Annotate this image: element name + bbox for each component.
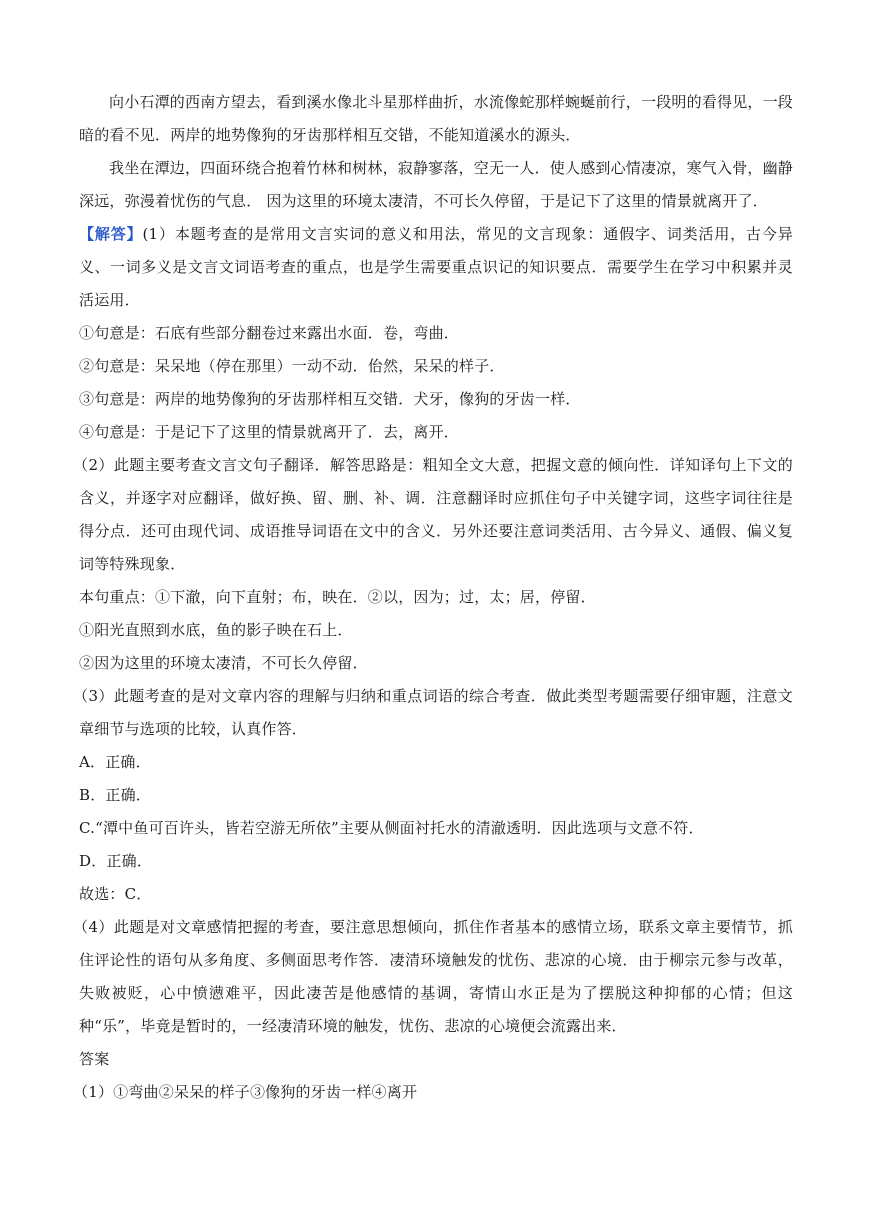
answer-1: （1）①弯曲②呆呆的样子③像狗的牙齿一样④离开 [73,1083,418,1101]
translation-paragraph-2: 我坐在潭边，四面环绕合抱着竹林和树林，寂静寥落，空无一人．使人感到心情凄凉，寒气入骨，幽静深远，弥漫着忧伤的气息． 因为这里的环境太凄清，不可长久停留，于是记下了这里的情景就离开了． [79,159,794,210]
answer-label: 答案 [79,1050,110,1068]
translation-paragraph-1: 向小石潭的西南方望去，看到溪水像北斗星那样曲折，水流像蛇那样蜿蜒前行，一段明的看得见，一段暗的看不见．两岸的地势像狗的牙齿那样相互交错，不能知道溪水的源头． [79,93,794,144]
answer-tag: 【解答】 [79,225,143,243]
answer-q2-key: 本句重点：①下澈，向下直射；布，映在．②以，因为；过，太；居，停留． [79,588,596,606]
answer-q4-intro: （4）此题是对文章感情把握的考查，要注意思想倾向，抓住作者基本的感情立场，联系文章主要情节，抓住评论性的语句从多角度、多侧面思考作答．凄清环境触发的忧伤、悲凉的心境．由于柳宗元参与改革，失败被贬，心中愤懑难平，因此凄苦是他感情的基调，寄情山水正是为了摆脱这种抑郁的心情；但这种“乐”，毕竟是暂时的，一经凄清环境的触发，忧伤、悲凉的心境便会流露出来． [73,918,793,1035]
answer-q1-intro [79,218,793,317]
answer-q3-intro: （3）此题考查的是对文章内容的理解与归纳和重点词语的综合考查．做此类型考题需要仔细审题，注意文章细节与选项的比较，认真作答． [73,687,793,738]
answer-q1-item-3: ③句意是：两岸的地势像狗的牙齿那样相互交错．犬牙，像狗的牙齿一样． [79,390,581,408]
document-body [73,86,794,1109]
answer-q3-option-b: B．正确． [79,786,152,804]
answer-q3-choice: 故选：C． [79,885,152,903]
answer-q3-option-c: C.“潭中鱼可百许头，皆若空游无所依”主要从侧面衬托水的清澈透明．因此选项与文意不符． [79,819,704,837]
answer-q1-intro-text: (1）本题考查的是常用文言实词的意义和用法，常见的文言现象：通假字、词类活用，古今异义、一词多义是文言文词语考查的重点，也是学生需要重点识记的知识要点．需要学生在学习中积累并灵活运用． [79,225,793,309]
answer-q3-option-d: D．正确． [79,852,153,870]
answer-q2-intro: （2）此题主要考查文言文句子翻译．解答思路是：粗知全文大意，把握文意的倾向性．详知译句上下文的含义，并逐字对应翻译，做好换、留、删、补、调．注意翻译时应抓住句子中关键字词，这些字词往往是得分点．还可由现代词、成语推导词语在文中的含义．另外还要注意词类活用、古今异义、通假、偏义复词等特殊现象． [73,456,793,573]
answer-q1-item-4: ④句意是：于是记下了这里的情景就离开了．去，离开． [79,423,460,441]
answer-q1-item-2: ②句意是：呆呆地（停在那里）一动不动．佁然，呆呆的样子． [79,357,505,375]
answer-q1-item-1: ①句意是：石底有些部分翻卷过来露出水面．卷，弯曲． [79,324,460,342]
answer-q2-item-2: ②因为这里的环境太凄清，不可长久停留． [79,654,368,672]
answer-q2-item-1: ①阳光直照到水底，鱼的影子映在石上． [79,621,353,639]
answer-q3-option-a: A．正确． [79,753,151,771]
